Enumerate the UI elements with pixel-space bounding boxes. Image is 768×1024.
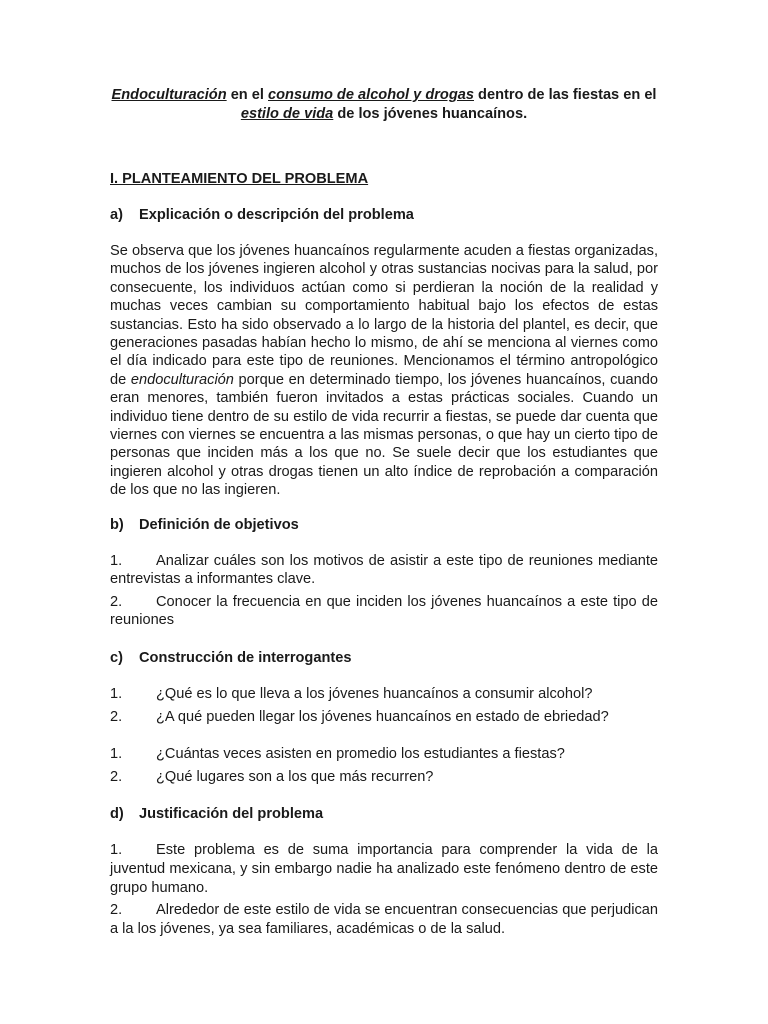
list-item	[110, 593, 658, 630]
list-item-text: ¿Qué es lo que lleva a los jóvenes huancaínos a consumir alcohol?	[156, 686, 593, 703]
list-item	[110, 768, 658, 787]
list-item-number: 1.	[110, 746, 123, 763]
title-term-consumo: consumo de alcohol y drogas	[268, 87, 474, 103]
list-item-text: Conocer la frecuencia en que inciden los jóvenes huancaínos a este tipo de reuniones	[110, 593, 658, 629]
questions-list-2	[110, 745, 658, 786]
list-item-text: Analizar cuáles son los motivos de asistir a este tipo de reuniones mediante entrevistas a informantes clave.	[110, 552, 658, 588]
justification-list	[110, 841, 658, 938]
subheading-text: Explicación o descripción del problema	[139, 207, 414, 223]
subheading-text: Definición de objetivos	[139, 516, 299, 533]
document-page	[110, 86, 658, 954]
list-item	[110, 745, 658, 764]
list-item	[110, 708, 658, 727]
list-item-number: 2.	[110, 902, 123, 919]
list-item-number: 2.	[110, 708, 123, 725]
paragraph-text: porque en determinado tiempo, los jóvenes huancaínos, cuando eran menores, también fueron invitados a estas prácticas sociales. Cuando un individuo tiene dentro de su estilo de vida recurrir a fiestas, se puede dar cuenta que viernes con viernes se encuentra a las mismas personas, o que hay un cierto tipo de personas que inciden más a los que no. Se suele decir que los estudiantes que ingieren alcohol y otras drogas tienen un alto índice de reprobación a comparación de los que no las ingieren.	[110, 371, 658, 499]
subheading-letter: c)	[110, 650, 123, 667]
subheading-c	[110, 649, 658, 668]
title-term-estilo-de-vida: estilo de vida	[240, 106, 334, 122]
subheading-letter: a)	[110, 207, 123, 223]
subheading-b	[110, 516, 658, 535]
subheading-a	[110, 206, 658, 225]
subheading-letter: b)	[110, 516, 124, 533]
list-item-text: ¿Cuántas veces asisten en promedio los estudiantes a fiestas?	[156, 746, 565, 763]
objectives-list	[110, 552, 658, 630]
list-item-number: 2.	[110, 768, 123, 785]
subheading-text: Construcción de interrogantes	[139, 650, 352, 667]
list-item	[110, 685, 658, 704]
subheading-d	[110, 805, 658, 824]
list-item-number: 1.	[110, 842, 123, 859]
title-text: en el	[226, 87, 269, 103]
title-text: dentro de las fiestas en el	[474, 87, 657, 103]
subheading-letter: d)	[110, 806, 124, 823]
list-item-text: ¿A qué pueden llegar los jóvenes huancaínos en estado de ebriedad?	[156, 708, 609, 725]
list-item-number: 2.	[110, 593, 123, 610]
list-item-text: Este problema es de suma importancia para comprender la vida de la juventud mexicana, y sin embargo nadie ha analizado este fenómeno dentro de este grupo humano.	[110, 842, 658, 896]
list-item-text: Alrededor de este estilo de vida se encuentran consecuencias que perjudican a la los jóvenes, ya sea familiares, académicas o de la salud.	[110, 902, 658, 937]
subheading-text: Justificación del problema	[139, 806, 324, 823]
title-text: de los jóvenes huancaínos.	[333, 106, 528, 122]
list-item-number: 1.	[110, 552, 123, 569]
list-item	[110, 552, 658, 589]
problem-description-paragraph	[110, 242, 658, 500]
questions-list-1	[110, 685, 658, 726]
list-item-number: 1.	[110, 686, 123, 703]
list-item	[110, 841, 658, 897]
list-item	[110, 901, 658, 938]
list-item-text: ¿Qué lugares son a los que más recurren?	[156, 768, 434, 785]
paragraph-text: Se observa que los jóvenes huancaínos regularmente acuden a fiestas organizadas, muchos de los jóvenes ingieren alcohol y otras sustancias nocivas para la salud, por consecuente, los individuos actúan como si perdieran la noción de la realidad y muchas veces cambian su comportamiento habitual bajo los efectos de estas sustancias. Esto ha sido observado a lo largo de la historia del plantel, es decir, que generaciones pasadas habían hecho lo mismo, de ahí se menciona al viernes como el día indicado para este tipo de reuniones. Mencionamos el término antropológico de	[110, 243, 658, 388]
paragraph-emphasis: endoculturación	[130, 371, 234, 388]
document-title	[110, 86, 658, 124]
title-term-endoculturacion: Endoculturación	[111, 87, 227, 103]
section-heading: I. PLANTEAMIENTO DEL PROBLEMA	[110, 171, 369, 187]
